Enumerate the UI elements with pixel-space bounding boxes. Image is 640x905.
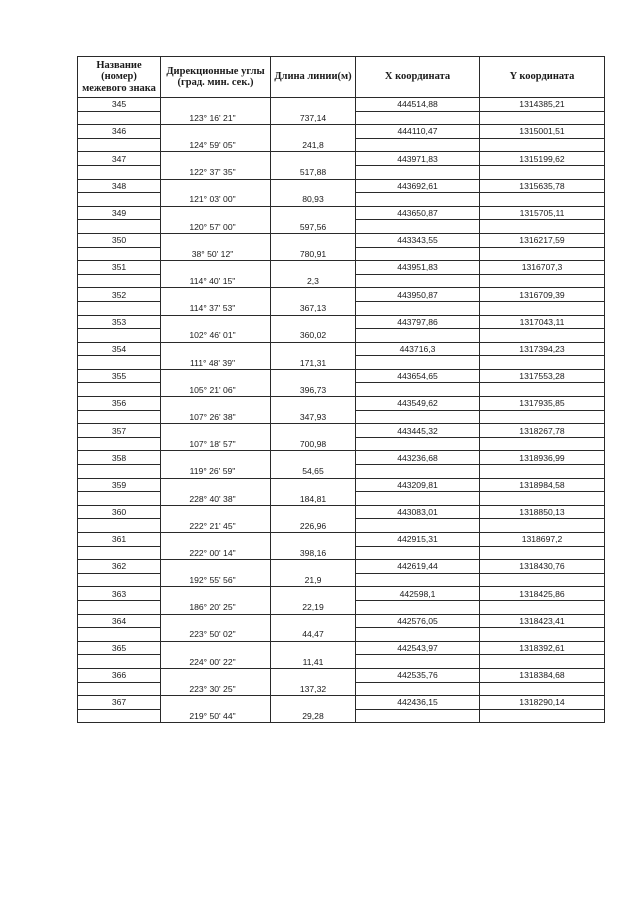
x-coordinate-cell: 443950,87: [356, 288, 480, 302]
segment-empty-name-cell: [78, 220, 161, 234]
length-empty-cell: [271, 152, 356, 166]
point-name-cell: 350: [78, 233, 161, 247]
angle-empty-cell: [161, 668, 271, 682]
point-row: [78, 261, 605, 275]
angle-empty-cell: [161, 696, 271, 710]
direction-angle-cell: 186° 20' 25": [161, 600, 271, 614]
segment-empty-name-cell: [78, 573, 161, 587]
y-coordinate-cell: 1317043,11: [480, 315, 605, 329]
segment-row: [78, 193, 605, 207]
point-row: [78, 342, 605, 356]
segment-empty-x-cell: [356, 682, 480, 696]
segment-row: [78, 573, 605, 587]
segment-empty-name-cell: [78, 628, 161, 642]
segment-row: [78, 220, 605, 234]
angle-empty-cell: [161, 288, 271, 302]
segment-row: [78, 410, 605, 424]
point-row: [78, 614, 605, 628]
segment-row: [78, 165, 605, 179]
coordinates-table: [77, 56, 605, 723]
y-coordinate-cell: 1318936,99: [480, 451, 605, 465]
line-length-cell: 54,65: [271, 465, 356, 479]
point-row: [78, 369, 605, 383]
x-coordinate-cell: 443549,62: [356, 397, 480, 411]
segment-empty-x-cell: [356, 709, 480, 723]
segment-empty-x-cell: [356, 519, 480, 533]
length-empty-cell: [271, 505, 356, 519]
line-length-cell: 184,81: [271, 492, 356, 506]
segment-empty-x-cell: [356, 301, 480, 315]
segment-empty-y-cell: [480, 138, 605, 152]
x-coordinate-cell: 443343,55: [356, 233, 480, 247]
segment-empty-name-cell: [78, 274, 161, 288]
x-coordinate-cell: 442436,15: [356, 696, 480, 710]
angle-empty-cell: [161, 533, 271, 547]
line-length-cell: 226,96: [271, 519, 356, 533]
x-coordinate-cell: 443716,3: [356, 342, 480, 356]
angle-empty-cell: [161, 397, 271, 411]
point-name-cell: 363: [78, 587, 161, 601]
x-coordinate-cell: 443236,68: [356, 451, 480, 465]
angle-empty-cell: [161, 233, 271, 247]
line-length-cell: 2,3: [271, 274, 356, 288]
segment-empty-name-cell: [78, 437, 161, 451]
line-length-cell: 737,14: [271, 111, 356, 125]
length-empty-cell: [271, 397, 356, 411]
y-coordinate-cell: 1318392,61: [480, 641, 605, 655]
angle-empty-cell: [161, 560, 271, 574]
length-empty-cell: [271, 179, 356, 193]
angle-empty-cell: [161, 125, 271, 139]
angle-empty-cell: [161, 261, 271, 275]
angle-empty-cell: [161, 614, 271, 628]
segment-empty-x-cell: [356, 247, 480, 261]
y-coordinate-cell: 1318697,2: [480, 533, 605, 547]
x-coordinate-cell: 443797,86: [356, 315, 480, 329]
point-row: [78, 560, 605, 574]
length-empty-cell: [271, 451, 356, 465]
angle-empty-cell: [161, 342, 271, 356]
direction-angle-cell: 114° 40' 15": [161, 274, 271, 288]
segment-empty-y-cell: [480, 356, 605, 370]
y-coordinate-cell: 1314385,21: [480, 98, 605, 112]
y-coordinate-cell: 1315001,51: [480, 125, 605, 139]
point-row: [78, 397, 605, 411]
angle-empty-cell: [161, 424, 271, 438]
x-coordinate-cell: 443971,83: [356, 152, 480, 166]
angle-empty-cell: [161, 478, 271, 492]
segment-empty-name-cell: [78, 383, 161, 397]
y-coordinate-cell: 1318290,14: [480, 696, 605, 710]
x-coordinate-cell: 443209,81: [356, 478, 480, 492]
segment-empty-x-cell: [356, 356, 480, 370]
line-length-cell: 80,93: [271, 193, 356, 207]
angle-empty-cell: [161, 152, 271, 166]
segment-empty-name-cell: [78, 138, 161, 152]
point-name-cell: 354: [78, 342, 161, 356]
segment-row: [78, 356, 605, 370]
y-coordinate-cell: 1315705,11: [480, 206, 605, 220]
segment-empty-y-cell: [480, 519, 605, 533]
point-row: [78, 424, 605, 438]
segment-empty-name-cell: [78, 247, 161, 261]
y-coordinate-cell: 1318425,86: [480, 587, 605, 601]
point-row: [78, 315, 605, 329]
y-coordinate-cell: 1316709,39: [480, 288, 605, 302]
point-row: [78, 505, 605, 519]
point-name-cell: 347: [78, 152, 161, 166]
direction-angle-cell: 123° 16' 21": [161, 111, 271, 125]
angle-empty-cell: [161, 451, 271, 465]
y-coordinate-cell: 1318384,68: [480, 668, 605, 682]
segment-empty-x-cell: [356, 410, 480, 424]
direction-angle-cell: 102° 46' 01": [161, 329, 271, 343]
point-row: [78, 125, 605, 139]
segment-row: [78, 301, 605, 315]
point-row: [78, 478, 605, 492]
x-coordinate-cell: 443083,01: [356, 505, 480, 519]
direction-angle-cell: 105° 21' 06": [161, 383, 271, 397]
line-length-cell: 21,9: [271, 573, 356, 587]
point-row: [78, 451, 605, 465]
segment-empty-name-cell: [78, 465, 161, 479]
line-length-cell: 700,98: [271, 437, 356, 451]
point-name-cell: 358: [78, 451, 161, 465]
angle-empty-cell: [161, 641, 271, 655]
segment-empty-y-cell: [480, 492, 605, 506]
x-coordinate-cell: 442915,31: [356, 533, 480, 547]
segment-empty-x-cell: [356, 165, 480, 179]
point-name-cell: 353: [78, 315, 161, 329]
segment-empty-name-cell: [78, 193, 161, 207]
angle-empty-cell: [161, 179, 271, 193]
line-length-cell: 11,41: [271, 655, 356, 669]
x-coordinate-cell: 442535,76: [356, 668, 480, 682]
segment-empty-x-cell: [356, 573, 480, 587]
y-coordinate-cell: 1317394,23: [480, 342, 605, 356]
length-empty-cell: [271, 478, 356, 492]
y-coordinate-cell: 1318984,58: [480, 478, 605, 492]
header-x-coordinate: X координата: [356, 57, 480, 98]
x-coordinate-cell: 442543,97: [356, 641, 480, 655]
segment-empty-y-cell: [480, 709, 605, 723]
line-length-cell: 396,73: [271, 383, 356, 397]
segment-empty-x-cell: [356, 193, 480, 207]
segment-empty-y-cell: [480, 410, 605, 424]
segment-empty-x-cell: [356, 437, 480, 451]
segment-empty-name-cell: [78, 492, 161, 506]
segment-row: [78, 709, 605, 723]
point-name-cell: 366: [78, 668, 161, 682]
segment-empty-name-cell: [78, 165, 161, 179]
direction-angle-cell: 121° 03' 00": [161, 193, 271, 207]
direction-angle-cell: 114° 37' 53": [161, 301, 271, 315]
segment-empty-y-cell: [480, 682, 605, 696]
direction-angle-cell: 224° 00' 22": [161, 655, 271, 669]
segment-empty-name-cell: [78, 709, 161, 723]
segment-empty-name-cell: [78, 329, 161, 343]
direction-angle-cell: 119° 26' 59": [161, 465, 271, 479]
point-row: [78, 533, 605, 547]
x-coordinate-cell: 443951,83: [356, 261, 480, 275]
line-length-cell: 29,28: [271, 709, 356, 723]
x-coordinate-cell: 443445,32: [356, 424, 480, 438]
direction-angle-cell: 223° 30' 25": [161, 682, 271, 696]
point-name-cell: 345: [78, 98, 161, 112]
length-empty-cell: [271, 668, 356, 682]
segment-row: [78, 492, 605, 506]
direction-angle-cell: 228° 40' 38": [161, 492, 271, 506]
table-body: [78, 98, 605, 723]
segment-empty-name-cell: [78, 682, 161, 696]
direction-angle-cell: 223° 50' 02": [161, 628, 271, 642]
angle-empty-cell: [161, 369, 271, 383]
segment-row: [78, 111, 605, 125]
segment-empty-x-cell: [356, 138, 480, 152]
point-name-cell: 357: [78, 424, 161, 438]
line-length-cell: 44,47: [271, 628, 356, 642]
segment-empty-y-cell: [480, 655, 605, 669]
point-name-cell: 364: [78, 614, 161, 628]
header-line-length: Длина линии(м): [271, 57, 356, 98]
segment-row: [78, 519, 605, 533]
point-name-cell: 351: [78, 261, 161, 275]
length-empty-cell: [271, 288, 356, 302]
x-coordinate-cell: 444514,88: [356, 98, 480, 112]
angle-empty-cell: [161, 206, 271, 220]
segment-empty-y-cell: [480, 220, 605, 234]
segment-empty-x-cell: [356, 492, 480, 506]
point-name-cell: 352: [78, 288, 161, 302]
line-length-cell: 398,16: [271, 546, 356, 560]
point-row: [78, 98, 605, 112]
direction-angle-cell: 222° 21' 45": [161, 519, 271, 533]
segment-empty-x-cell: [356, 274, 480, 288]
direction-angle-cell: 38° 50' 12": [161, 247, 271, 261]
segment-empty-x-cell: [356, 465, 480, 479]
segment-empty-name-cell: [78, 655, 161, 669]
point-name-cell: 362: [78, 560, 161, 574]
y-coordinate-cell: 1318423,41: [480, 614, 605, 628]
y-coordinate-cell: 1318850,13: [480, 505, 605, 519]
direction-angle-cell: 124° 59' 05": [161, 138, 271, 152]
segment-empty-y-cell: [480, 573, 605, 587]
point-name-cell: 349: [78, 206, 161, 220]
length-empty-cell: [271, 315, 356, 329]
point-name-cell: 346: [78, 125, 161, 139]
segment-row: [78, 329, 605, 343]
segment-row: [78, 138, 605, 152]
y-coordinate-cell: 1318430,76: [480, 560, 605, 574]
segment-empty-x-cell: [356, 546, 480, 560]
segment-empty-y-cell: [480, 546, 605, 560]
segment-row: [78, 546, 605, 560]
segment-empty-y-cell: [480, 301, 605, 315]
x-coordinate-cell: 443692,61: [356, 179, 480, 193]
header-y-coordinate: Y координата: [480, 57, 605, 98]
line-length-cell: 22,19: [271, 600, 356, 614]
point-row: [78, 233, 605, 247]
x-coordinate-cell: 442576,05: [356, 614, 480, 628]
length-empty-cell: [271, 261, 356, 275]
length-empty-cell: [271, 98, 356, 112]
segment-empty-name-cell: [78, 301, 161, 315]
segment-empty-y-cell: [480, 247, 605, 261]
segment-empty-y-cell: [480, 465, 605, 479]
segment-empty-x-cell: [356, 600, 480, 614]
segment-row: [78, 682, 605, 696]
segment-empty-x-cell: [356, 628, 480, 642]
line-length-cell: 780,91: [271, 247, 356, 261]
point-name-cell: 367: [78, 696, 161, 710]
point-name-cell: 348: [78, 179, 161, 193]
line-length-cell: 517,88: [271, 165, 356, 179]
segment-empty-name-cell: [78, 519, 161, 533]
direction-angle-cell: 111° 48' 39": [161, 356, 271, 370]
x-coordinate-cell: 442619,44: [356, 560, 480, 574]
segment-empty-x-cell: [356, 383, 480, 397]
segment-empty-name-cell: [78, 111, 161, 125]
segment-empty-x-cell: [356, 329, 480, 343]
y-coordinate-cell: 1317935,85: [480, 397, 605, 411]
angle-empty-cell: [161, 505, 271, 519]
point-row: [78, 179, 605, 193]
header-direction-angle: Дирекционные углы (град. мин. сек.): [161, 57, 271, 98]
segment-empty-y-cell: [480, 111, 605, 125]
direction-angle-cell: 120° 57' 00": [161, 220, 271, 234]
segment-row: [78, 437, 605, 451]
segment-empty-name-cell: [78, 546, 161, 560]
angle-empty-cell: [161, 98, 271, 112]
segment-empty-y-cell: [480, 383, 605, 397]
segment-empty-y-cell: [480, 193, 605, 207]
length-empty-cell: [271, 560, 356, 574]
x-coordinate-cell: 443654,65: [356, 369, 480, 383]
point-row: [78, 152, 605, 166]
direction-angle-cell: 192° 55' 56": [161, 573, 271, 587]
segment-row: [78, 628, 605, 642]
length-empty-cell: [271, 125, 356, 139]
angle-empty-cell: [161, 315, 271, 329]
direction-angle-cell: 122° 37' 35": [161, 165, 271, 179]
line-length-cell: 360,02: [271, 329, 356, 343]
length-empty-cell: [271, 424, 356, 438]
length-empty-cell: [271, 641, 356, 655]
segment-empty-name-cell: [78, 410, 161, 424]
header-row: [78, 57, 605, 98]
point-row: [78, 288, 605, 302]
point-row: [78, 206, 605, 220]
segment-row: [78, 274, 605, 288]
direction-angle-cell: 107° 18' 57": [161, 437, 271, 451]
point-name-cell: 360: [78, 505, 161, 519]
length-empty-cell: [271, 233, 356, 247]
point-row: [78, 587, 605, 601]
segment-row: [78, 247, 605, 261]
line-length-cell: 137,32: [271, 682, 356, 696]
length-empty-cell: [271, 696, 356, 710]
point-name-cell: 356: [78, 397, 161, 411]
point-row: [78, 696, 605, 710]
length-empty-cell: [271, 614, 356, 628]
point-name-cell: 361: [78, 533, 161, 547]
line-length-cell: 597,56: [271, 220, 356, 234]
length-empty-cell: [271, 533, 356, 547]
x-coordinate-cell: 442598,1: [356, 587, 480, 601]
y-coordinate-cell: 1316217,59: [480, 233, 605, 247]
direction-angle-cell: 219° 50' 44": [161, 709, 271, 723]
direction-angle-cell: 107° 26' 38": [161, 410, 271, 424]
segment-row: [78, 655, 605, 669]
line-length-cell: 347,93: [271, 410, 356, 424]
line-length-cell: 367,13: [271, 301, 356, 315]
segment-empty-y-cell: [480, 600, 605, 614]
length-empty-cell: [271, 206, 356, 220]
segment-row: [78, 600, 605, 614]
x-coordinate-cell: 443650,87: [356, 206, 480, 220]
y-coordinate-cell: 1315199,62: [480, 152, 605, 166]
segment-empty-x-cell: [356, 220, 480, 234]
segment-row: [78, 465, 605, 479]
segment-empty-y-cell: [480, 437, 605, 451]
header-point-name: Название (номер) межевого знака: [78, 57, 161, 98]
segment-empty-y-cell: [480, 628, 605, 642]
point-row: [78, 668, 605, 682]
y-coordinate-cell: 1317553,28: [480, 369, 605, 383]
segment-empty-x-cell: [356, 111, 480, 125]
point-name-cell: 359: [78, 478, 161, 492]
length-empty-cell: [271, 342, 356, 356]
boundary-coordinates-sheet: [77, 56, 601, 723]
y-coordinate-cell: 1316707,3: [480, 261, 605, 275]
segment-empty-name-cell: [78, 356, 161, 370]
line-length-cell: 171,31: [271, 356, 356, 370]
angle-empty-cell: [161, 587, 271, 601]
segment-empty-y-cell: [480, 274, 605, 288]
direction-angle-cell: 222° 00' 14": [161, 546, 271, 560]
segment-empty-y-cell: [480, 329, 605, 343]
y-coordinate-cell: 1315635,78: [480, 179, 605, 193]
point-name-cell: 355: [78, 369, 161, 383]
length-empty-cell: [271, 587, 356, 601]
segment-empty-y-cell: [480, 165, 605, 179]
segment-row: [78, 383, 605, 397]
point-row: [78, 641, 605, 655]
length-empty-cell: [271, 369, 356, 383]
x-coordinate-cell: 444110,47: [356, 125, 480, 139]
point-name-cell: 365: [78, 641, 161, 655]
line-length-cell: 241,8: [271, 138, 356, 152]
segment-empty-x-cell: [356, 655, 480, 669]
segment-empty-name-cell: [78, 600, 161, 614]
y-coordinate-cell: 1318267,78: [480, 424, 605, 438]
